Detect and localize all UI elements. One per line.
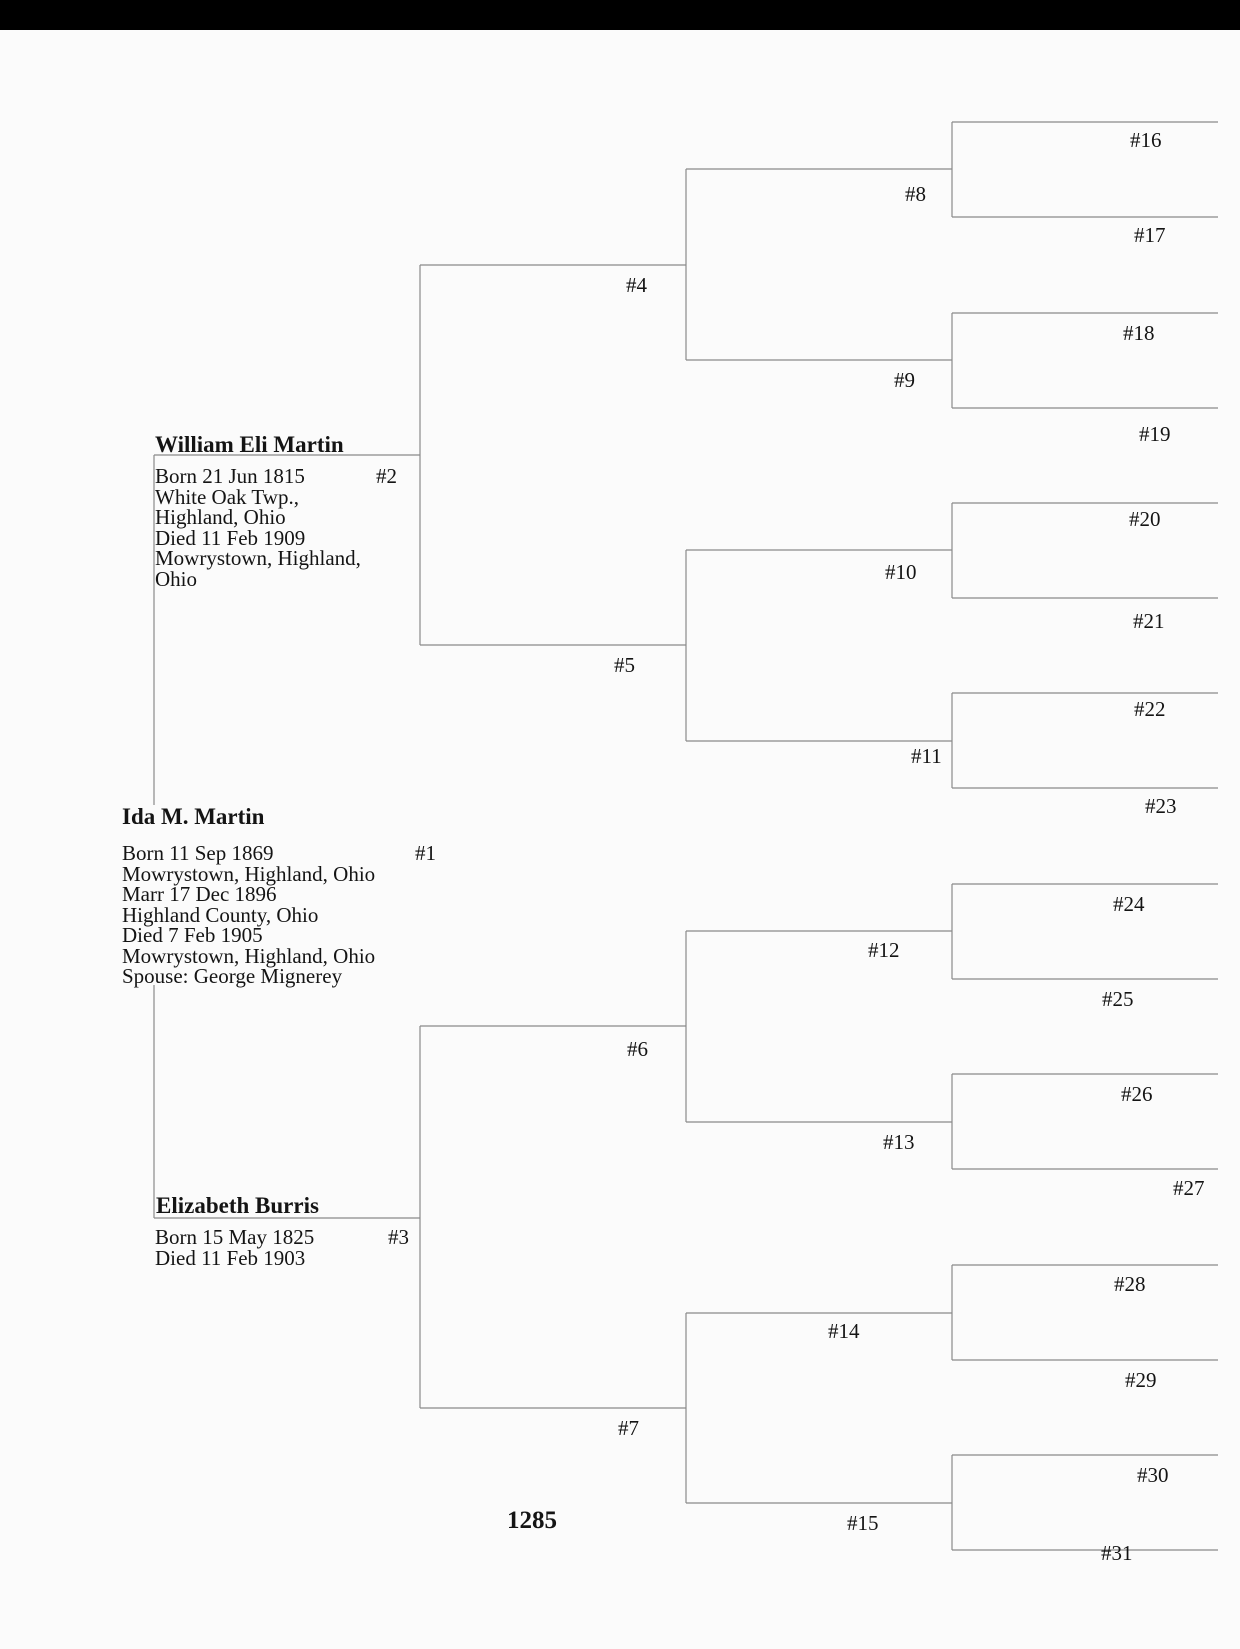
ancestor-number-14: #14 — [828, 1319, 860, 1343]
person-1-number: #1 — [415, 841, 436, 865]
person-2-name: William Eli Martin — [155, 432, 344, 457]
ancestor-number-23: #23 — [1145, 794, 1177, 818]
person-1-detail-line: Marr 17 Dec 1896 — [122, 882, 277, 906]
page-number: 1285 — [507, 1507, 557, 1534]
ancestor-number-17: #17 — [1134, 223, 1166, 247]
ancestor-number-20: #20 — [1129, 507, 1161, 531]
person-2-detail-line: Died 11 Feb 1909 — [155, 525, 306, 550]
ancestor-number-27: #27 — [1173, 1176, 1205, 1200]
person-1-detail-line: Born 11 Sep 1869 — [122, 841, 274, 865]
person-3-name: Elizabeth Burris — [156, 1193, 319, 1218]
ancestor-number-7: #7 — [618, 1416, 639, 1440]
ancestor-number-13: #13 — [883, 1130, 915, 1154]
ancestor-number-25: #25 — [1102, 987, 1134, 1011]
ancestor-number-22: #22 — [1134, 697, 1166, 721]
person-1-detail-line: Died 7 Feb 1905 — [122, 923, 263, 947]
ancestor-number-29: #29 — [1125, 1368, 1157, 1392]
ancestor-number-9: #9 — [894, 368, 915, 392]
ancestor-number-15: #15 — [847, 1511, 879, 1535]
ancestor-number-16: #16 — [1130, 128, 1162, 152]
person-2-detail-line: Ohio — [155, 566, 197, 591]
ancestor-number-26: #26 — [1121, 1082, 1153, 1106]
ancestor-number-8: #8 — [905, 182, 926, 206]
ancestor-number-6: #6 — [627, 1037, 648, 1061]
person-2-detail-line: Mowrystown, Highland, — [155, 546, 361, 570]
person-2-number: #2 — [376, 464, 397, 488]
ancestor-number-12: #12 — [868, 938, 900, 962]
person-2-detail-line: Born 21 Jun 1815 — [155, 464, 305, 488]
person-1-detail-line: Highland County, Ohio — [122, 902, 319, 927]
ancestor-number-19: #19 — [1139, 422, 1171, 446]
ancestor-number-28: #28 — [1114, 1272, 1146, 1296]
ancestor-number-21: #21 — [1133, 609, 1165, 633]
ancestor-number-24: #24 — [1113, 892, 1145, 916]
ancestor-number-4: #4 — [626, 273, 647, 297]
person-1-name: Ida M. Martin — [122, 804, 265, 829]
ancestor-number-31: #31 — [1101, 1541, 1133, 1565]
person-1-detail-line: Mowrystown, Highland, Ohio — [122, 861, 376, 886]
person-3-details — [155, 1227, 314, 1268]
person-3-number: #3 — [388, 1225, 409, 1249]
ancestor-number-5: #5 — [614, 653, 635, 677]
ancestor-number-11: #11 — [911, 744, 942, 768]
person-3-detail-line: Died 11 Feb 1903 — [155, 1245, 306, 1270]
person-1-detail-line: Mowrystown, Highland, Ohio — [122, 943, 376, 968]
person-2-detail-line: Highland, Ohio — [155, 505, 286, 529]
person-1-details — [122, 843, 375, 987]
person-2-details — [155, 466, 361, 589]
person-3-detail-line: Born 15 May 1825 — [155, 1225, 315, 1249]
ancestor-number-10: #10 — [885, 560, 917, 584]
ancestor-number-30: #30 — [1137, 1463, 1169, 1487]
person-2-detail-line: White Oak Twp., — [155, 484, 299, 509]
person-1-detail-line: Spouse: George Mignerey — [122, 964, 343, 988]
ancestor-number-18: #18 — [1123, 321, 1155, 345]
